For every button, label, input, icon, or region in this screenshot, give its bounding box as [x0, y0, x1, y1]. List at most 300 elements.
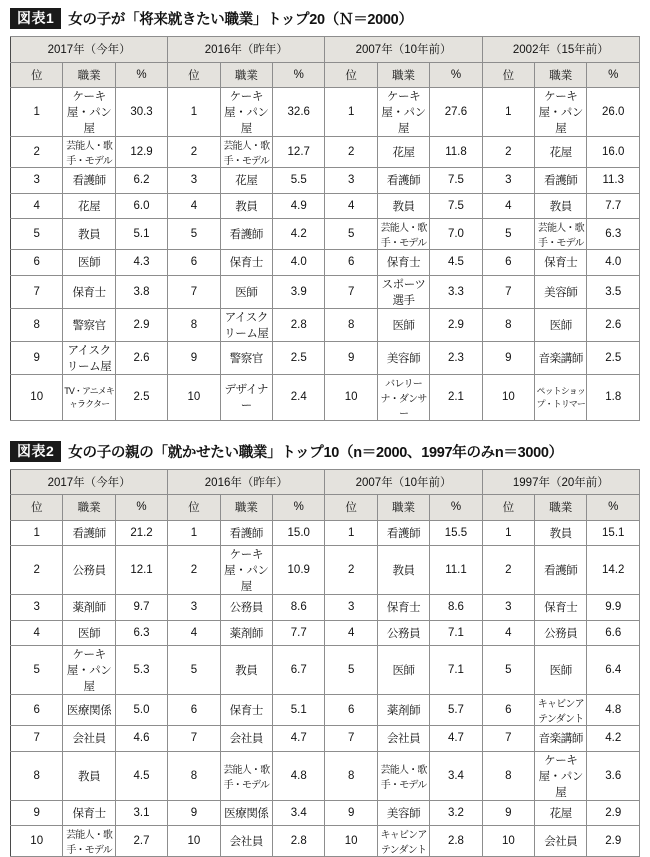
cell-job: スポーツ選手 — [377, 275, 429, 308]
cell-rank: 7 — [168, 275, 220, 308]
cell-job: 美容師 — [535, 275, 587, 308]
figure-2-group-header-row — [11, 469, 640, 495]
cell-percent: 5.3 — [115, 646, 167, 695]
cell-job: デザイナー — [220, 374, 272, 420]
col-header-rank-3: 位 — [482, 495, 534, 521]
table-row — [11, 308, 640, 341]
figure-1-table — [10, 36, 640, 421]
col-header-pct-0: % — [115, 62, 167, 88]
cell-job: 教員 — [535, 193, 587, 219]
cell-job: 医師 — [220, 275, 272, 308]
cell-percent: 4.9 — [273, 193, 325, 219]
cell-percent: 4.2 — [587, 726, 640, 752]
figure-2-title: 女の子の親の「就かせたい職業」トップ10（n＝2000、1997年のみn＝3000） — [68, 441, 563, 462]
col-header-rank-3: 位 — [482, 62, 534, 88]
cell-percent: 12.1 — [115, 546, 167, 595]
cell-job: アイスクリーム屋 — [220, 308, 272, 341]
cell-percent: 6.4 — [587, 646, 640, 695]
cell-rank: 4 — [168, 193, 220, 219]
cell-job: 音楽講師 — [535, 726, 587, 752]
cell-rank: 6 — [11, 695, 63, 726]
cell-job: 保育士 — [535, 250, 587, 276]
cell-job: 教員 — [535, 520, 587, 546]
cell-job: 芸能人・歌手・モデル — [377, 751, 429, 800]
cell-rank: 5 — [482, 219, 534, 250]
cell-rank: 1 — [325, 520, 377, 546]
cell-rank: 9 — [168, 341, 220, 374]
cell-percent: 2.5 — [115, 374, 167, 420]
cell-rank: 3 — [482, 595, 534, 621]
cell-percent: 4.7 — [273, 726, 325, 752]
figure-1-tag: 図表1 — [10, 8, 61, 29]
cell-percent: 15.1 — [587, 520, 640, 546]
table-row — [11, 546, 640, 595]
cell-job: 看護師 — [63, 168, 115, 194]
col-header-pct-3: % — [587, 62, 640, 88]
cell-job: 花屋 — [63, 193, 115, 219]
cell-rank: 10 — [11, 374, 63, 420]
cell-rank: 7 — [11, 275, 63, 308]
cell-percent: 5.0 — [115, 695, 167, 726]
figure-1-group-header-row — [11, 37, 640, 63]
table-row — [11, 219, 640, 250]
group-header-2: 2007年（10年前） — [325, 469, 482, 495]
cell-job: 音楽講師 — [535, 341, 587, 374]
table-row — [11, 800, 640, 826]
cell-rank: 3 — [482, 168, 534, 194]
cell-rank: 5 — [168, 219, 220, 250]
cell-rank: 3 — [325, 168, 377, 194]
cell-percent: 4.0 — [273, 250, 325, 276]
cell-percent: 8.6 — [273, 595, 325, 621]
cell-percent: 27.6 — [430, 88, 482, 137]
col-header-pct-2: % — [430, 495, 482, 521]
cell-job: 看護師 — [63, 520, 115, 546]
col-header-pct-2: % — [430, 62, 482, 88]
cell-job: 教員 — [220, 646, 272, 695]
cell-rank: 1 — [325, 88, 377, 137]
cell-job: ケーキ屋・パン屋 — [535, 751, 587, 800]
cell-percent: 10.9 — [273, 546, 325, 595]
cell-percent: 2.8 — [273, 308, 325, 341]
cell-percent: 3.2 — [430, 800, 482, 826]
cell-percent: 2.1 — [430, 374, 482, 420]
figure-2-tag: 図表2 — [10, 441, 61, 462]
cell-job: 医師 — [377, 646, 429, 695]
cell-job: 花屋 — [377, 137, 429, 168]
cell-job: 教員 — [63, 219, 115, 250]
figure-divider-space — [10, 427, 640, 441]
cell-job: 教員 — [220, 193, 272, 219]
cell-job: 保育士 — [377, 250, 429, 276]
cell-job: キャビンアテンダント — [535, 695, 587, 726]
cell-percent: 30.3 — [115, 88, 167, 137]
cell-job: ケーキ屋・パン屋 — [63, 88, 115, 137]
table-row — [11, 88, 640, 137]
cell-rank: 7 — [325, 726, 377, 752]
cell-rank: 8 — [482, 308, 534, 341]
cell-percent: 6.6 — [587, 620, 640, 646]
cell-rank: 3 — [11, 168, 63, 194]
cell-job: 医師 — [63, 250, 115, 276]
table-row — [11, 193, 640, 219]
table-row — [11, 250, 640, 276]
cell-job: 看護師 — [377, 168, 429, 194]
cell-percent: 2.6 — [115, 341, 167, 374]
cell-job: 美容師 — [377, 800, 429, 826]
cell-percent: 2.4 — [273, 374, 325, 420]
cell-job: 芸能人・歌手・モデル — [377, 219, 429, 250]
col-header-rank-1: 位 — [168, 62, 220, 88]
cell-percent: 8.6 — [430, 595, 482, 621]
cell-rank: 9 — [482, 800, 534, 826]
col-header-rank-0: 位 — [11, 62, 63, 88]
cell-rank: 2 — [11, 546, 63, 595]
cell-percent: 14.2 — [587, 546, 640, 595]
cell-percent: 21.2 — [115, 520, 167, 546]
cell-rank: 10 — [482, 826, 534, 857]
cell-rank: 2 — [11, 137, 63, 168]
cell-job: 公務員 — [535, 620, 587, 646]
figure-2 — [10, 441, 640, 857]
col-header-job-0: 職業 — [63, 495, 115, 521]
cell-rank: 5 — [168, 646, 220, 695]
cell-rank: 10 — [168, 826, 220, 857]
group-header-0: 2017年（今年） — [11, 469, 168, 495]
cell-percent: 3.1 — [115, 800, 167, 826]
cell-rank: 6 — [482, 695, 534, 726]
cell-job: ケーキ屋・パン屋 — [220, 546, 272, 595]
group-header-3: 1997年（20年前） — [482, 469, 639, 495]
cell-job: 花屋 — [220, 168, 272, 194]
cell-rank: 5 — [482, 646, 534, 695]
cell-rank: 10 — [168, 374, 220, 420]
cell-percent: 12.9 — [115, 137, 167, 168]
col-header-job-1: 職業 — [220, 495, 272, 521]
cell-percent: 11.3 — [587, 168, 640, 194]
cell-job: 会社員 — [220, 726, 272, 752]
cell-percent: 4.8 — [587, 695, 640, 726]
cell-percent: 11.8 — [430, 137, 482, 168]
cell-job: 会社員 — [535, 826, 587, 857]
cell-rank: 2 — [325, 137, 377, 168]
cell-percent: 6.7 — [273, 646, 325, 695]
cell-rank: 8 — [11, 308, 63, 341]
cell-percent: 4.2 — [273, 219, 325, 250]
cell-rank: 6 — [325, 695, 377, 726]
cell-rank: 4 — [325, 620, 377, 646]
cell-percent: 4.5 — [430, 250, 482, 276]
cell-rank: 2 — [482, 137, 534, 168]
cell-rank: 2 — [482, 546, 534, 595]
cell-job: 会社員 — [220, 826, 272, 857]
cell-percent: 2.9 — [430, 308, 482, 341]
cell-rank: 5 — [325, 219, 377, 250]
group-header-2: 2007年（10年前） — [325, 37, 482, 63]
cell-job: 医療関係 — [220, 800, 272, 826]
cell-percent: 5.5 — [273, 168, 325, 194]
cell-job: 薬剤師 — [220, 620, 272, 646]
col-header-job-0: 職業 — [63, 62, 115, 88]
cell-job: 美容師 — [377, 341, 429, 374]
cell-percent: 2.8 — [273, 826, 325, 857]
cell-rank: 8 — [482, 751, 534, 800]
cell-percent: 6.0 — [115, 193, 167, 219]
cell-percent: 3.4 — [273, 800, 325, 826]
col-header-job-1: 職業 — [220, 62, 272, 88]
cell-rank: 10 — [325, 374, 377, 420]
cell-job: キャビンアテンダント — [377, 826, 429, 857]
cell-rank: 8 — [168, 308, 220, 341]
cell-job: 看護師 — [535, 546, 587, 595]
cell-job: 公務員 — [220, 595, 272, 621]
cell-rank: 7 — [482, 275, 534, 308]
table-row — [11, 137, 640, 168]
cell-percent: 2.5 — [273, 341, 325, 374]
cell-percent: 2.6 — [587, 308, 640, 341]
cell-percent: 26.0 — [587, 88, 640, 137]
cell-rank: 8 — [168, 751, 220, 800]
cell-rank: 4 — [325, 193, 377, 219]
cell-job: 芸能人・歌手・モデル — [535, 219, 587, 250]
cell-job: 薬剤師 — [63, 595, 115, 621]
cell-job: 医療関係 — [63, 695, 115, 726]
cell-rank: 6 — [482, 250, 534, 276]
cell-job: 芸能人・歌手・モデル — [63, 826, 115, 857]
group-header-1: 2016年（昨年） — [168, 469, 325, 495]
cell-percent: 3.5 — [587, 275, 640, 308]
cell-percent: 7.1 — [430, 646, 482, 695]
table-row — [11, 341, 640, 374]
cell-percent: 16.0 — [587, 137, 640, 168]
figure-1-tbody — [11, 88, 640, 421]
cell-job: 医師 — [535, 646, 587, 695]
cell-rank: 4 — [482, 193, 534, 219]
cell-percent: 4.8 — [273, 751, 325, 800]
cell-percent: 12.7 — [273, 137, 325, 168]
cell-rank: 3 — [168, 595, 220, 621]
cell-percent: 3.4 — [430, 751, 482, 800]
cell-job: ペットショップ・トリマー — [535, 374, 587, 420]
group-header-1: 2016年（昨年） — [168, 37, 325, 63]
cell-job: 教員 — [377, 546, 429, 595]
col-header-pct-1: % — [273, 62, 325, 88]
cell-job: 公務員 — [377, 620, 429, 646]
cell-job: 教員 — [63, 751, 115, 800]
cell-rank: 1 — [168, 88, 220, 137]
cell-job: 看護師 — [220, 520, 272, 546]
cell-rank: 5 — [325, 646, 377, 695]
cell-percent: 7.0 — [430, 219, 482, 250]
cell-percent: 7.7 — [273, 620, 325, 646]
table-row — [11, 520, 640, 546]
cell-rank: 5 — [11, 646, 63, 695]
cell-rank: 3 — [11, 595, 63, 621]
cell-percent: 3.8 — [115, 275, 167, 308]
cell-rank: 4 — [482, 620, 534, 646]
cell-percent: 2.8 — [430, 826, 482, 857]
col-header-rank-0: 位 — [11, 495, 63, 521]
cell-rank: 1 — [482, 88, 534, 137]
table-row — [11, 695, 640, 726]
cell-job: 警察官 — [220, 341, 272, 374]
cell-percent: 9.9 — [587, 595, 640, 621]
cell-percent: 6.3 — [115, 620, 167, 646]
cell-job: 警察官 — [63, 308, 115, 341]
cell-percent: 5.7 — [430, 695, 482, 726]
cell-job: 公務員 — [63, 546, 115, 595]
col-header-pct-3: % — [587, 495, 640, 521]
cell-rank: 7 — [482, 726, 534, 752]
cell-rank: 2 — [325, 546, 377, 595]
cell-percent: 2.9 — [587, 800, 640, 826]
cell-percent: 1.8 — [587, 374, 640, 420]
cell-rank: 10 — [325, 826, 377, 857]
cell-job: 芸能人・歌手・モデル — [63, 137, 115, 168]
cell-rank: 1 — [168, 520, 220, 546]
table-row — [11, 726, 640, 752]
col-header-job-3: 職業 — [535, 62, 587, 88]
table-row — [11, 826, 640, 857]
cell-rank: 8 — [11, 751, 63, 800]
cell-rank: 7 — [11, 726, 63, 752]
col-header-job-3: 職業 — [535, 495, 587, 521]
cell-job: 会社員 — [63, 726, 115, 752]
col-header-pct-1: % — [273, 495, 325, 521]
cell-job: 保育士 — [377, 595, 429, 621]
cell-job: 教員 — [377, 193, 429, 219]
figure-1-thead — [11, 37, 640, 88]
figure-1-title: 女の子が「将来就きたい職業」トップ20（Ｎ＝2000） — [68, 8, 412, 29]
cell-percent: 2.9 — [587, 826, 640, 857]
cell-percent: 5.1 — [273, 695, 325, 726]
cell-rank: 5 — [11, 219, 63, 250]
cell-percent: 5.1 — [115, 219, 167, 250]
cell-rank: 8 — [325, 751, 377, 800]
cell-job: バレリーナ・ダンサー — [377, 374, 429, 420]
cell-rank: 9 — [11, 341, 63, 374]
cell-job: 看護師 — [377, 520, 429, 546]
cell-rank: 4 — [168, 620, 220, 646]
cell-job: 医師 — [535, 308, 587, 341]
cell-percent: 2.5 — [587, 341, 640, 374]
cell-percent: 9.7 — [115, 595, 167, 621]
cell-rank: 2 — [168, 137, 220, 168]
cell-percent: 32.6 — [273, 88, 325, 137]
cell-job: 保育士 — [63, 275, 115, 308]
cell-job: 保育士 — [220, 695, 272, 726]
cell-job: ケーキ屋・パン屋 — [377, 88, 429, 137]
table-row — [11, 275, 640, 308]
cell-rank: 7 — [325, 275, 377, 308]
cell-job: 保育士 — [63, 800, 115, 826]
cell-rank: 6 — [168, 695, 220, 726]
cell-percent: 4.0 — [587, 250, 640, 276]
cell-rank: 9 — [11, 800, 63, 826]
table-row — [11, 595, 640, 621]
cell-rank: 1 — [482, 520, 534, 546]
cell-percent: 6.2 — [115, 168, 167, 194]
cell-job: 花屋 — [535, 137, 587, 168]
figure-2-header — [10, 441, 640, 462]
col-header-rank-1: 位 — [168, 495, 220, 521]
cell-rank: 3 — [325, 595, 377, 621]
col-header-job-2: 職業 — [377, 495, 429, 521]
col-header-rank-2: 位 — [325, 495, 377, 521]
table-row — [11, 646, 640, 695]
figure-1 — [10, 8, 640, 421]
cell-rank: 4 — [11, 620, 63, 646]
group-header-3: 2002年（15年前） — [482, 37, 639, 63]
cell-percent: 4.3 — [115, 250, 167, 276]
cell-job: 看護師 — [220, 219, 272, 250]
col-header-rank-2: 位 — [325, 62, 377, 88]
cell-job: 保育士 — [220, 250, 272, 276]
cell-job: 医師 — [377, 308, 429, 341]
cell-rank: 3 — [168, 168, 220, 194]
cell-job: 保育士 — [535, 595, 587, 621]
cell-rank: 10 — [482, 374, 534, 420]
figure-2-column-header-row — [11, 495, 640, 521]
cell-job: 花屋 — [535, 800, 587, 826]
cell-rank: 9 — [325, 800, 377, 826]
cell-percent: 7.1 — [430, 620, 482, 646]
figure-2-table — [10, 469, 640, 857]
cell-job: TV・アニメキャラクター — [63, 374, 115, 420]
cell-rank: 8 — [325, 308, 377, 341]
col-header-job-2: 職業 — [377, 62, 429, 88]
cell-percent: 2.9 — [115, 308, 167, 341]
group-header-0: 2017年（今年） — [11, 37, 168, 63]
figure-2-thead — [11, 469, 640, 520]
cell-percent: 15.0 — [273, 520, 325, 546]
cell-rank: 1 — [11, 520, 63, 546]
cell-rank: 6 — [325, 250, 377, 276]
cell-rank: 7 — [168, 726, 220, 752]
figure-1-header — [10, 8, 640, 29]
cell-rank: 2 — [168, 546, 220, 595]
cell-job: ケーキ屋・パン屋 — [63, 646, 115, 695]
cell-rank: 10 — [11, 826, 63, 857]
cell-job: 医師 — [63, 620, 115, 646]
table-row — [11, 751, 640, 800]
cell-job: 芸能人・歌手・モデル — [220, 137, 272, 168]
cell-percent: 3.3 — [430, 275, 482, 308]
cell-percent: 2.7 — [115, 826, 167, 857]
cell-job: アイスクリーム屋 — [63, 341, 115, 374]
figure-2-tbody — [11, 520, 640, 857]
cell-percent: 15.5 — [430, 520, 482, 546]
figure-1-column-header-row — [11, 62, 640, 88]
cell-rank: 6 — [168, 250, 220, 276]
cell-job: 薬剤師 — [377, 695, 429, 726]
cell-percent: 6.3 — [587, 219, 640, 250]
col-header-pct-0: % — [115, 495, 167, 521]
cell-percent: 4.6 — [115, 726, 167, 752]
cell-percent: 11.1 — [430, 546, 482, 595]
cell-rank: 1 — [11, 88, 63, 137]
cell-percent: 3.6 — [587, 751, 640, 800]
cell-rank: 4 — [11, 193, 63, 219]
cell-percent: 4.7 — [430, 726, 482, 752]
cell-rank: 9 — [325, 341, 377, 374]
table-row — [11, 620, 640, 646]
cell-percent: 2.3 — [430, 341, 482, 374]
cell-percent: 3.9 — [273, 275, 325, 308]
table-row — [11, 374, 640, 420]
cell-job: 看護師 — [535, 168, 587, 194]
cell-rank: 9 — [482, 341, 534, 374]
